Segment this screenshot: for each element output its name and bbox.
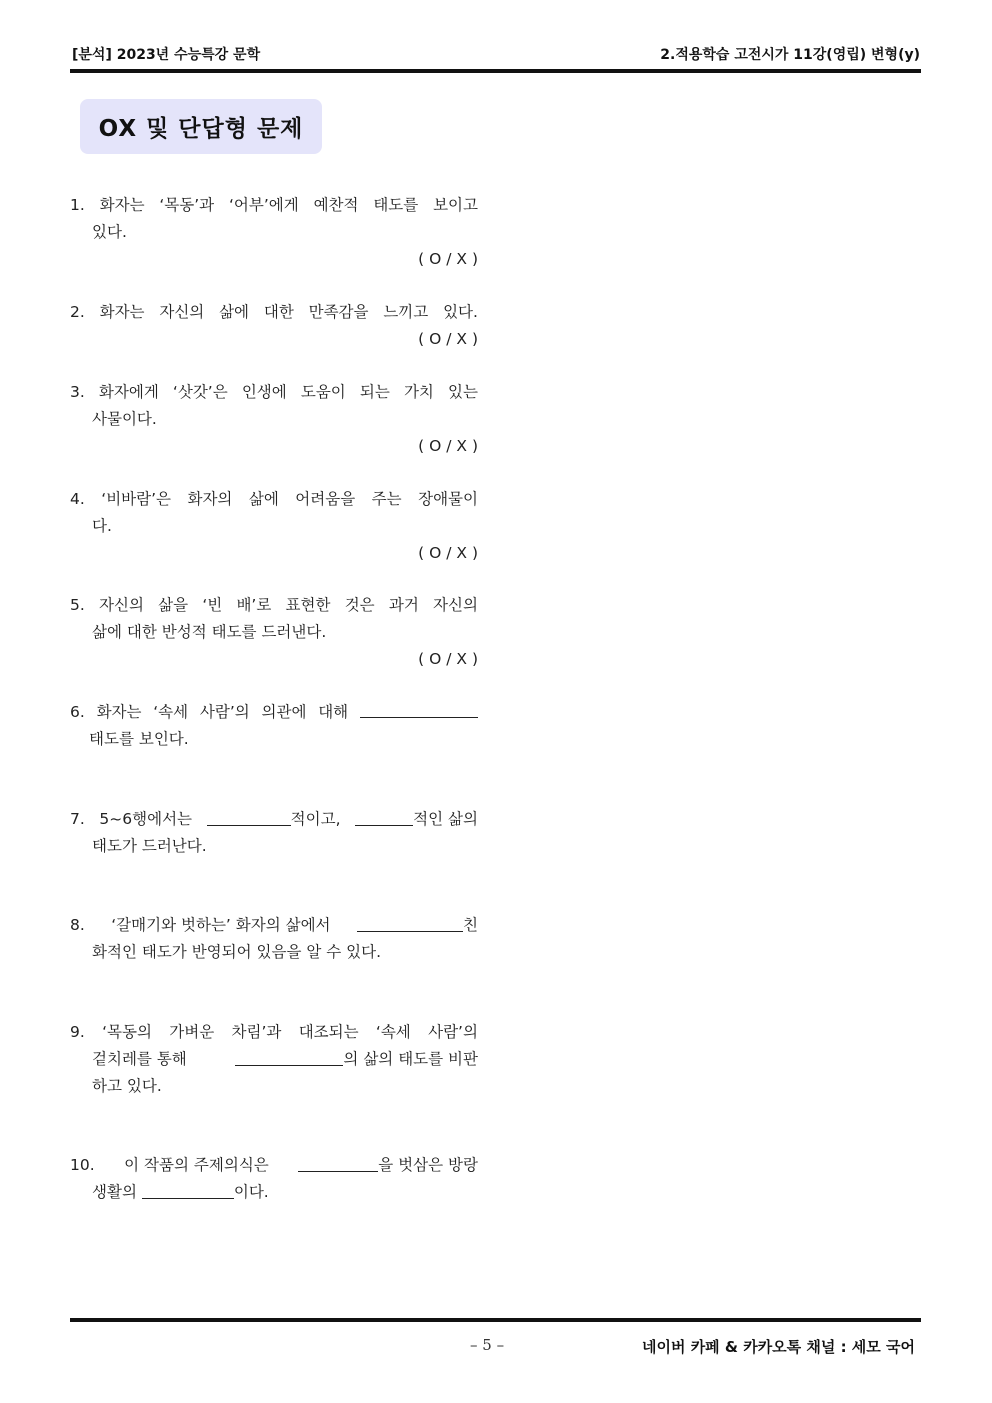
question-number: 4.: [70, 490, 85, 508]
ox-answer-mark: ( O / X ): [418, 650, 478, 668]
question-5-line-2: 삶에 대한 반성적 태도를 드러낸다.: [92, 623, 327, 641]
question-1: [70, 192, 478, 273]
header-left-title: [분석] 2023년 수능특강 문학: [72, 47, 261, 63]
footer-rule: [70, 1318, 921, 1322]
question-number: 6.: [70, 703, 85, 721]
section-title: OX 및 단답형 문제: [80, 99, 322, 154]
question-6-line-1: 6. 화자는 ‘속세 사람’의 의관에 대해: [70, 699, 478, 726]
page-number: – 5 –: [470, 1336, 505, 1354]
question-6: [70, 699, 478, 753]
question-9-line-1: 9. ‘목동의 가벼운 차림’과 대조되는 ‘속세 사람’의: [70, 1019, 478, 1046]
question-5-line-1: 5. 자신의 삶을 ‘빈 배’로 표현한 것은 과거 자신의: [70, 592, 478, 619]
question-1-line-1: 1. 화자는 ‘목동’과 ‘어부’에게 예찬적 태도를 보이고: [70, 192, 478, 219]
question-2: [70, 299, 478, 353]
ox-answer-mark: ( O / X ): [418, 330, 478, 348]
question-10: [70, 1152, 478, 1206]
question-7-line-2: 태도가 드러난다.: [92, 837, 207, 855]
answer-blank: [298, 1153, 378, 1172]
question-number: 7.: [70, 810, 85, 828]
question-number: 1.: [70, 196, 85, 214]
ox-answer-mark: ( O / X ): [418, 544, 478, 562]
question-number: 9.: [70, 1023, 85, 1041]
question-number: 5.: [70, 596, 85, 614]
question-7-line-1: 7. 5~6행에서는 적이고, 적인 삶의: [70, 806, 478, 833]
question-10-line-2: 생활의 이다.: [70, 1179, 478, 1206]
question-10-line-1: 10. 이 작품의 주제의식은 을 벗삼은 방랑: [70, 1152, 478, 1179]
answer-blank: [355, 807, 413, 826]
question-2-line-1: 2. 화자는 자신의 삶에 대한 만족감을 느끼고 있다.: [70, 299, 478, 326]
question-4-line-2: 다.: [92, 517, 112, 535]
question-5: [70, 592, 478, 673]
answer-blank: [357, 913, 463, 932]
question-6-line-2: 태도를 보인다.: [89, 730, 189, 748]
question-9: [70, 1019, 478, 1100]
question-7: [70, 806, 478, 860]
question-8-line-2: 화적인 태도가 반영되어 있음을 알 수 있다.: [92, 943, 382, 961]
question-4-line-1: 4. ‘비바람’은 화자의 삶에 어려움을 주는 장애물이: [70, 486, 478, 513]
question-1-line-2: 있다.: [92, 223, 127, 241]
question-3: [70, 379, 478, 460]
question-3-line-2: 사물이다.: [92, 410, 157, 428]
question-8-line-1: 8. ‘갈매기와 벗하는’ 화자의 삶에서 친: [70, 912, 478, 939]
question-number: 8.: [70, 916, 85, 934]
answer-blank: [142, 1180, 234, 1199]
question-8: [70, 912, 478, 966]
question-9-line-2: 겉치레를 통해 의 삶의 태도를 비판: [70, 1046, 478, 1073]
question-number: 2.: [70, 303, 85, 321]
ox-answer-mark: ( O / X ): [418, 437, 478, 455]
question-number: 10.: [70, 1156, 95, 1174]
ox-answer-mark: ( O / X ): [418, 250, 478, 268]
header-rule: [70, 69, 921, 73]
answer-blank: [235, 1047, 343, 1066]
answer-blank: [207, 807, 291, 826]
question-4: [70, 486, 478, 567]
footer-credit: 네이버 카페 & 카카오톡 채널 : 세모 국어: [642, 1338, 915, 1356]
question-9-line-3: 하고 있다.: [92, 1077, 162, 1095]
question-3-line-1: 3. 화자에게 ‘삿갓’은 인생에 도움이 되는 가치 있는: [70, 379, 478, 406]
header-right-title: 2.적용학습 고전시가 11강(영립) 변형(y): [660, 47, 920, 63]
answer-blank: [360, 699, 478, 718]
question-number: 3.: [70, 383, 85, 401]
